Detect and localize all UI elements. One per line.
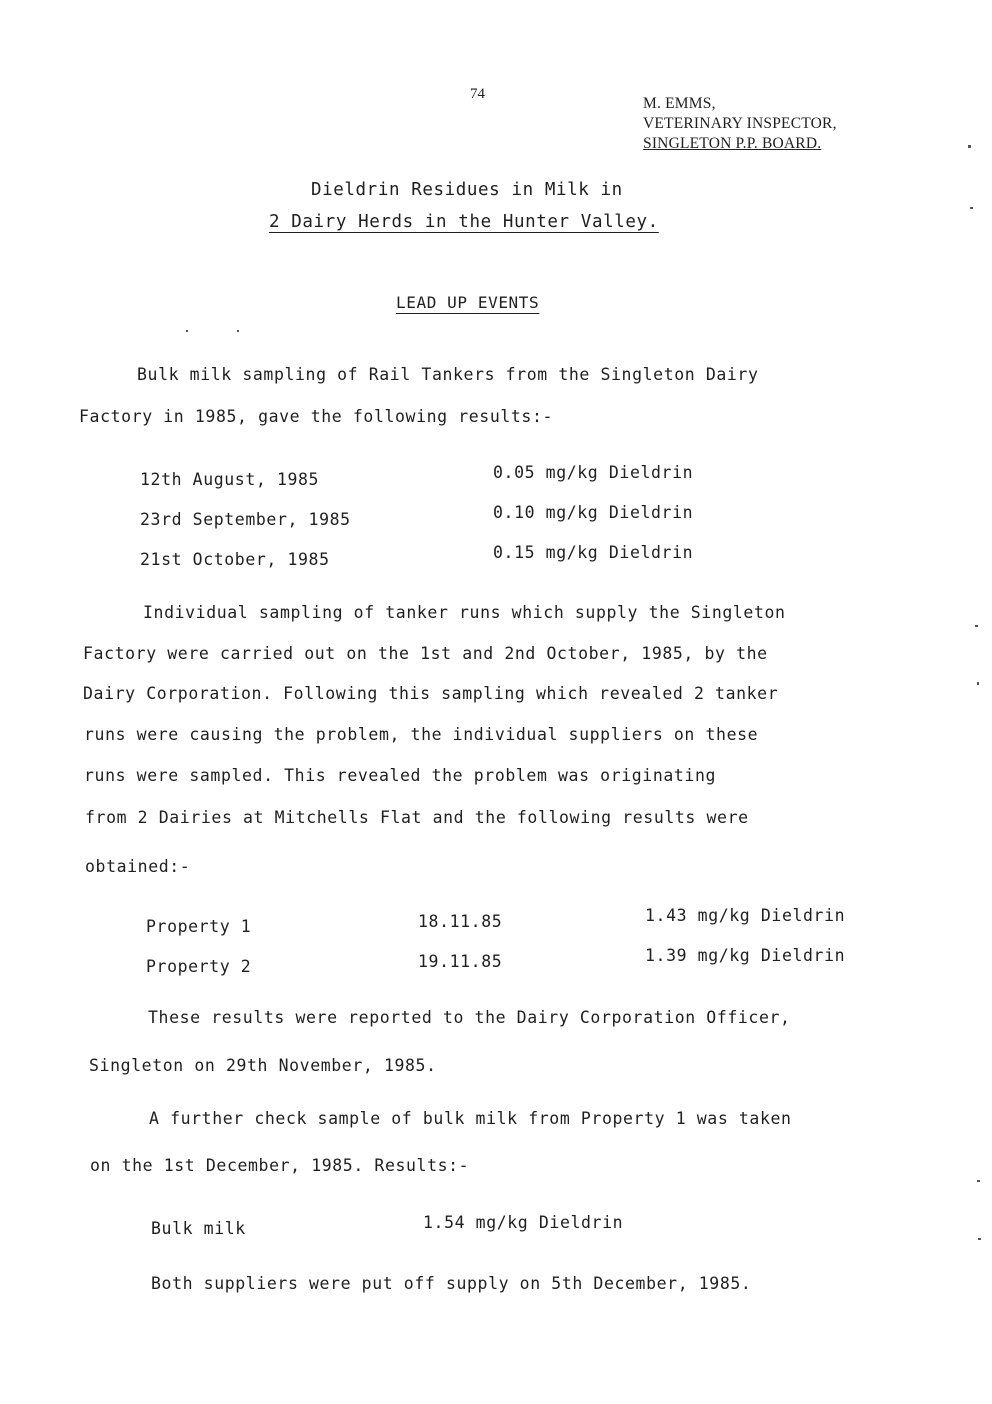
para1-line1: Bulk milk sampling of Rail Tankers from the Singleton Dairy [137,365,759,384]
bulk-value: 1.54 mg/kg Dieldrin [423,1213,624,1232]
para1-line2: Factory in 1985, gave the following results:- [79,407,554,426]
property-value: 1.43 mg/kg Dieldrin [645,906,846,925]
page-number: 74 [470,86,485,102]
property-date: 19.11.85 [418,952,503,971]
bulk-label: Bulk milk [151,1219,246,1238]
para3-line1: These results were reported to the Dairy Corporation Officer, [148,1008,791,1027]
property-value: 1.39 mg/kg Dieldrin [645,946,846,965]
section-heading: LEAD UP EVENTS [396,293,540,312]
para2-line1: Individual sampling of tanker runs which supply the Singleton [143,603,786,622]
para2-line4: runs were causing the problem, the individual suppliers on these [84,725,759,744]
scan-speck [970,207,973,209]
property-date: 18.11.85 [418,912,503,931]
scan-speck [975,625,978,627]
author-name: M. EMMS, [643,95,716,112]
rail-result-value: 0.10 mg/kg Dieldrin [493,503,694,522]
property-name: Property 2 [146,957,252,976]
rail-result-value: 0.05 mg/kg Dieldrin [493,463,694,482]
para3-line2: Singleton on 29th November, 1985. [89,1056,437,1075]
scan-speck [977,1180,980,1182]
document-title-line1: Dieldrin Residues in Milk in [311,180,623,200]
scan-speck [186,330,188,332]
rail-result-date: 12th August, 1985 [140,470,320,489]
property-name: Property 1 [146,917,252,936]
rail-result-date: 21st October, 1985 [140,550,330,569]
para5-line1: Both suppliers were put off supply on 5th December, 1985. [151,1274,752,1293]
scan-speck [977,682,979,685]
rail-result-value: 0.15 mg/kg Dieldrin [493,543,694,562]
document-title-line2: 2 Dairy Herds in the Hunter Valley. [269,212,659,232]
para4-line2: on the 1st December, 1985. Results:- [90,1156,470,1175]
author-title: VETERINARY INSPECTOR, [643,115,837,132]
para2-line5: runs were sampled. This revealed the problem was originating [84,766,717,785]
para2-line3: Dairy Corporation. Following this sampling which revealed 2 tanker [83,684,779,703]
scan-speck [978,1238,981,1240]
scan-speck [968,145,971,148]
author-block [643,94,837,154]
rail-result-date: 23rd September, 1985 [140,510,351,529]
author-organisation: SINGLETON P.P. BOARD. [643,135,822,152]
scan-speck [237,330,239,332]
para2-line6: from 2 Dairies at Mitchells Flat and the following results were [85,808,749,827]
para4-line1: A further check sample of bulk milk from Property 1 was taken [149,1109,792,1128]
para2-line2: Factory were carried out on the 1st and 2nd October, 1985, by the [83,644,768,663]
para2-line7: obtained:- [85,857,191,876]
